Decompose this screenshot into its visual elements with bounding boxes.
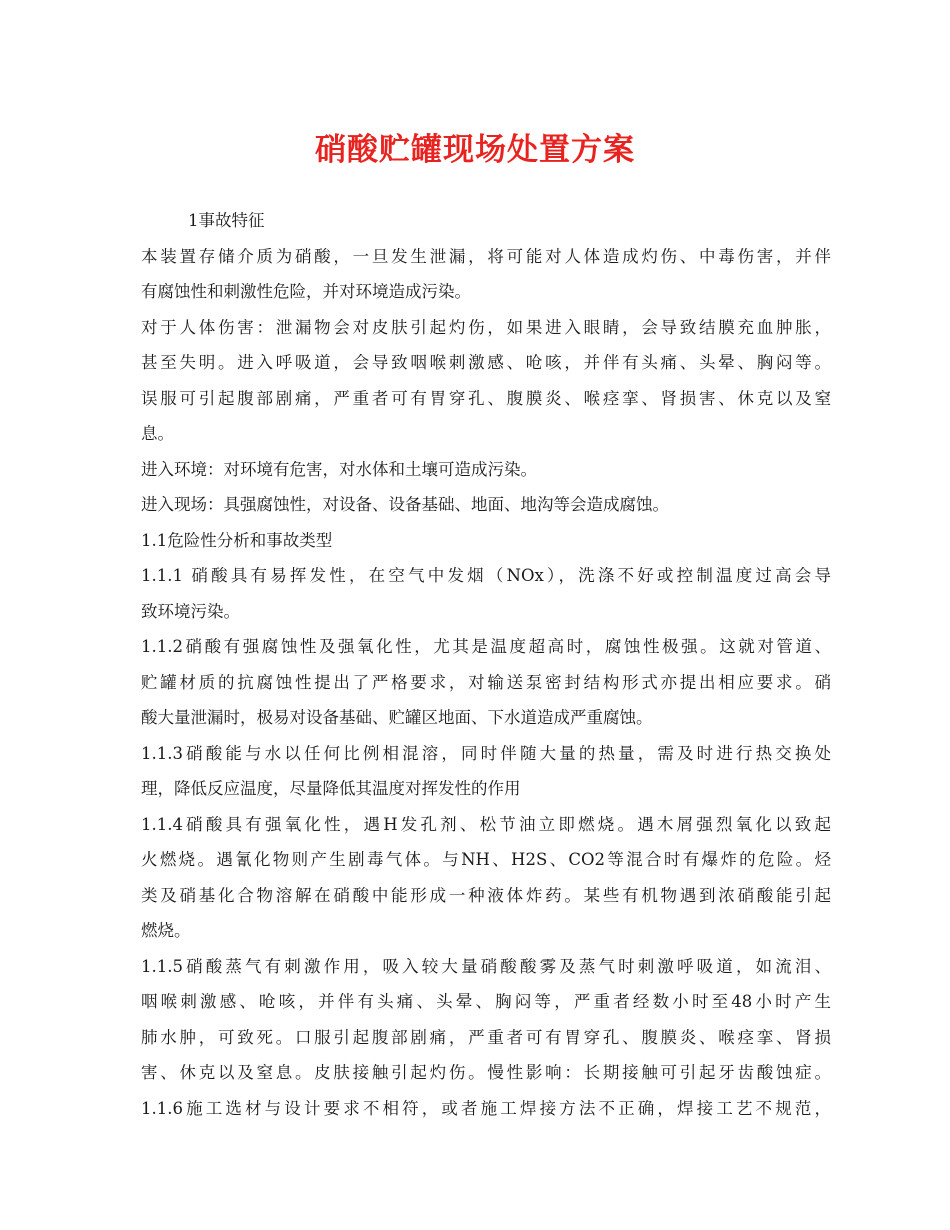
body-line: 1.1.4硝酸具有强氧化性，遇H发孔剂、松节油立即燃烧。遇木屑强烈氧化以致起: [141, 814, 831, 834]
body-line: 1事故特征: [188, 211, 265, 230]
body-line: 1.1.5硝酸蒸气有刺激作用，吸入较大量硝酸酸雾及蒸气时刺激呼吸道，如流泪、: [141, 956, 831, 976]
body-line: 贮罐材质的抗腐蚀性提出了严格要求，对输送泵密封结构形式亦提出相应要求。硝: [141, 672, 831, 692]
document-body: [141, 203, 831, 1126]
body-line: 1.1.3硝酸能与水以任何比例相混溶，同时伴随大量的热量，需及时进行热交换处: [141, 743, 831, 763]
body-line: 甚至失明。进入呼吸道，会导致咽喉刺激感、呛咳，并伴有头痛、头晕、胸闷等。: [141, 353, 831, 372]
body-line: 进入现场：具强腐蚀性，对设备、设备基础、地面、地沟等会造成腐蚀。: [141, 495, 669, 514]
body-line: 理，降低反应温度，尽量降低其温度对挥发性的作用: [141, 779, 521, 798]
body-line: 肺水肿，可致死。口服引起腹部剧痛，严重者可有胃穿孔、腹膜炎、喉痉挛、肾损: [141, 1027, 831, 1047]
body-line: 害、休克以及窒息。皮肤接触引起灼伤。慢性影响：长期接触可引起牙齿酸蚀症。: [141, 1063, 831, 1082]
body-line: 类及硝基化合物溶解在硝酸中能形成一种液体炸药。某些有机物遇到浓硝酸能引起: [141, 885, 831, 905]
body-line: 有腐蚀性和刺激性危险，并对环境造成污染。: [141, 282, 471, 301]
body-line: 火燃烧。遇氰化物则产生剧毒气体。与NH、H2S、CO2等混合时有爆炸的危险。烃: [141, 850, 831, 869]
body-line: 致环境污染。: [141, 601, 240, 621]
body-line: 燃烧。: [141, 921, 191, 940]
body-line: 1.1.1 硝酸具有易挥发性，在空气中发烟（NOx），洗涤不好或控制温度过高会导: [141, 566, 831, 585]
document-title: 硝酸贮罐现场处置方案: [315, 132, 635, 168]
body-line: 误服可引起腹部剧痛，严重者可有胃穿孔、腹膜炎、喉痉挛、肾损害、休克以及窒: [141, 388, 831, 408]
body-line: 对于人体伤害：泄漏物会对皮肤引起灼伤，如果进入眼睛，会导致结膜充血肿胀，: [141, 317, 831, 337]
body-line: 酸大量泄漏时，极易对设备基础、贮罐区地面、下水道造成严重腐蚀。: [141, 708, 653, 727]
body-line: 1.1危险性分析和事故类型: [141, 530, 333, 550]
body-line: 1.1.2硝酸有强腐蚀性及强氧化性，尤其是温度超高时，腐蚀性极强。这就对管道、: [141, 637, 831, 656]
body-line: 本装置存储介质为硝酸，一旦发生泄漏，将可能对人体造成灼伤、中毒伤害，并伴: [141, 246, 831, 266]
body-line: 息。: [141, 424, 174, 443]
body-line: 咽喉刺激感、呛咳，并伴有头痛、头晕、胸闷等，严重者经数小时至48小时产生: [141, 992, 831, 1011]
body-line: 进入环境：对环境有危害，对水体和土壤可造成污染。: [141, 459, 537, 479]
body-line: 1.1.6施工选材与设计要求不相符，或者施工焊接方法不正确，焊接工艺不规范，: [141, 1098, 831, 1118]
